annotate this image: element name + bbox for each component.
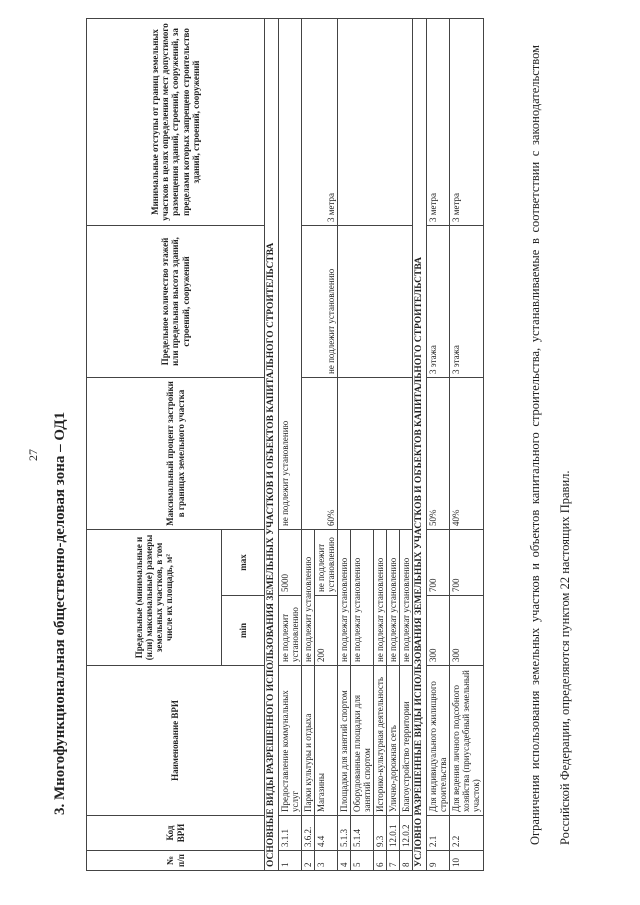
table-row bbox=[450, 18, 483, 870]
cell-minmax: не подлежат установлению bbox=[374, 529, 387, 665]
cell-percent: 50% bbox=[427, 377, 450, 529]
cell-name: Историко-культурная деятельность bbox=[374, 666, 387, 816]
header-percent: Максимальный процент застройки в границах земельного участка bbox=[87, 377, 265, 529]
cell-setback: 3 метра bbox=[427, 18, 450, 225]
cell-num: 9 bbox=[427, 851, 450, 871]
cell-name: Площадки для занятий спортом bbox=[338, 666, 351, 816]
cell-floors: не подлежит установлению bbox=[301, 225, 337, 377]
section-conditional bbox=[413, 18, 427, 870]
cell-floors: 3 этажа bbox=[450, 225, 483, 377]
cell-minmax: не подлежат установлению bbox=[338, 529, 351, 665]
table-row bbox=[301, 18, 314, 870]
cell-name: Для ведения личного подсобного хозяйства (приусадебный земельный участок) bbox=[450, 666, 483, 816]
cell-code: 9.3 bbox=[374, 816, 387, 851]
cell-minmax: не подлежат установлению bbox=[351, 529, 374, 665]
cell-min: 200 bbox=[314, 596, 337, 666]
cell-min: 300 bbox=[427, 596, 450, 666]
cell-name: Улично-дорожная сеть bbox=[387, 666, 400, 816]
cell-minmax: не подлежат установлению bbox=[387, 529, 400, 665]
cell-code: 12.0.1 bbox=[387, 816, 400, 851]
cell-num: 10 bbox=[450, 851, 483, 871]
header-name: Наименование ВРИ bbox=[87, 666, 265, 816]
cell-name: Магазины bbox=[314, 666, 337, 816]
cell-code: 2.2 bbox=[450, 816, 483, 851]
section-main bbox=[265, 18, 279, 870]
cell-code: 2.1 bbox=[427, 816, 450, 851]
cell-num: 6 bbox=[374, 851, 387, 871]
cell-name: Предоставление коммунальных услуг bbox=[278, 666, 301, 816]
table-row bbox=[427, 18, 450, 870]
cell-empty bbox=[338, 377, 413, 529]
cell-num: 4 bbox=[338, 851, 351, 871]
cell-rest: не подлежит установлению bbox=[278, 18, 301, 529]
cell-num: 5 bbox=[351, 851, 374, 871]
cell-code: 3.1.1 bbox=[278, 816, 301, 851]
header-code: Код ВРИ bbox=[87, 816, 265, 851]
cell-num: 2 bbox=[301, 851, 314, 871]
cell-name: Для индивидуального жилищного строительства bbox=[427, 666, 450, 816]
cell-empty bbox=[338, 225, 413, 377]
cell-num: 7 bbox=[387, 851, 400, 871]
page-number: 27 bbox=[26, 449, 40, 461]
cell-floors: 3 этажа bbox=[427, 225, 450, 377]
cell-minmax: не подлежат установлению bbox=[400, 529, 413, 665]
footer-note: Ограничения использования земельных участков и объектов капитального строительства, устанавливаемые в соответствии с законодательством Российской Федерации, определяются пунктом 22 настоящих Правил. bbox=[528, 45, 572, 845]
table-row bbox=[338, 18, 351, 870]
cell-setback: 3 метра bbox=[301, 18, 337, 225]
cell-name: Парки культуры и отдыха bbox=[301, 666, 314, 816]
cell-code: 12.0.2 bbox=[400, 816, 413, 851]
header-num: № п/п bbox=[87, 851, 265, 871]
cell-percent: 60% bbox=[301, 377, 337, 529]
cell-setback: 3 метра bbox=[450, 18, 483, 225]
cell-min: не подлежит установлению bbox=[278, 596, 301, 666]
header-floors: Предельное количество этажей или предельная высота зданий, строений, сооружений bbox=[87, 225, 265, 377]
page-title: 3. Многофункциональная общественно-деловая зона – ОД1 bbox=[52, 411, 68, 815]
header-row bbox=[87, 18, 222, 870]
cell-empty bbox=[338, 18, 413, 225]
header-setback: Минимальные отступы от границ земельных участков в целях определения мест допустимого размещения зданий, строений, сооружений, за пределами которых запрещено строительство зданий, строений, сооружений bbox=[87, 18, 265, 225]
cell-max: 5000 bbox=[278, 529, 301, 595]
cell-minmax: не подлежит установлению bbox=[301, 529, 314, 665]
cell-code: 5.1.3 bbox=[338, 816, 351, 851]
section-main-label: ОСНОВНЫЕ ВИДЫ РАЗРЕШЕННОГО ИСПОЛЬЗОВАНИЯ ЗЕМЕЛЬНЫХ УЧАСТКОВ И ОБЪЕКТОВ КАПИТАЛЬНОГО СТРОИТЕЛЬСТВА bbox=[265, 18, 279, 870]
table-row bbox=[278, 18, 301, 870]
cell-num: 3 bbox=[314, 851, 337, 871]
cell-name: Благоустройство территории bbox=[400, 666, 413, 816]
header-min: min bbox=[222, 596, 265, 666]
cell-max: не подлежит установлению bbox=[314, 529, 337, 595]
cell-code: 4.4 bbox=[314, 816, 337, 851]
regulations-table bbox=[86, 18, 484, 871]
cell-max: 700 bbox=[427, 529, 450, 595]
cell-max: 700 bbox=[450, 529, 483, 595]
cell-min: 300 bbox=[450, 596, 483, 666]
cell-code: 5.1.4 bbox=[351, 816, 374, 851]
section-conditional-label: УСЛОВНО РАЗРЕШЕННЫЕ ВИДЫ ИСПОЛЬЗОВАНИЯ ЗЕМЕЛЬНЫХ УЧАСТКОВ И ОБЪЕКТОВ КАПИТАЛЬНОГО СТРОИТЕЛЬСТВА bbox=[413, 18, 427, 870]
cell-num: 1 bbox=[278, 851, 301, 871]
cell-percent: 40% bbox=[450, 377, 483, 529]
cell-name: Оборудованные площадки для занятий спортом bbox=[351, 666, 374, 816]
header-size: Предельные (минимальные и (или) максимальные) размеры земельных участков, в том числе их площадь, м² bbox=[87, 529, 222, 665]
cell-num: 8 bbox=[400, 851, 413, 871]
cell-code: 3.6.2. bbox=[301, 816, 314, 851]
header-max: max bbox=[222, 529, 265, 595]
